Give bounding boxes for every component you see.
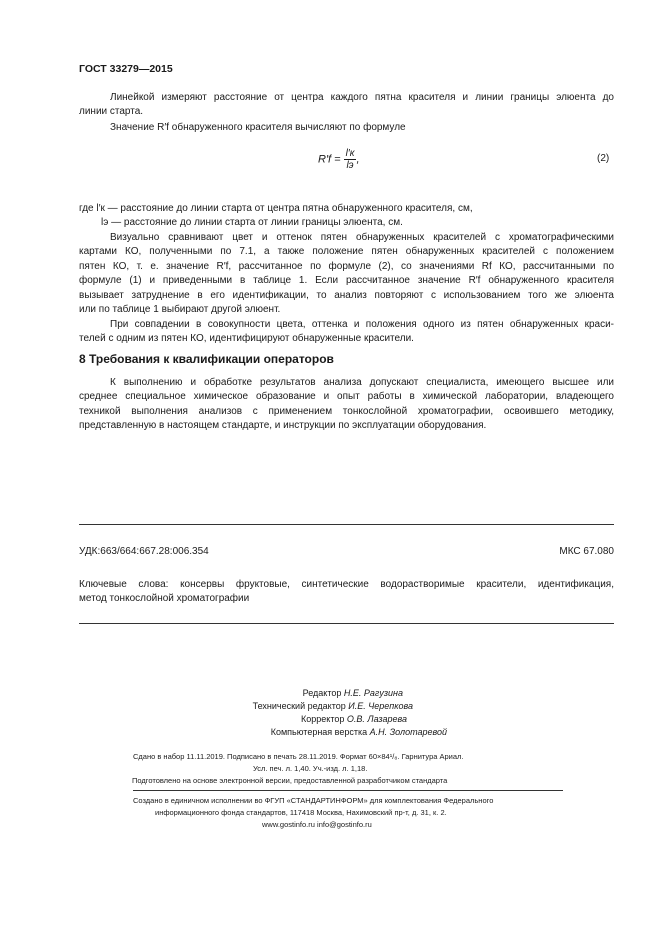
publisher-contacts: www.gostinfo.ru info@gostinfo.ru — [262, 820, 372, 829]
text-line: или по таблице 1 выбирают другой элюент. — [79, 304, 281, 316]
publisher-line: Создано в единичном исполнении во ФГУП «СТАНДАРТИНФОРМ» для комплектования Федерального — [133, 796, 494, 805]
paragraph-formula-intro: Значение R′f обнаруженного красителя вычисляют по формуле — [110, 122, 406, 133]
text-line: Линейкой измеряют расстояние от центра каждого пятна красителя и линии границы элюента до — [110, 92, 614, 103]
print-info-line: Усл. печ. л. 1,40. Уч.-изд. л. 1,18. — [253, 764, 368, 773]
corrector-label: Корректор — [301, 714, 345, 724]
text-line: К выполнению и обработке результатов анализа допускают специалиста, имеющего высшее или — [110, 377, 614, 388]
tech-editor-name: И.Е. Черепкова — [348, 701, 413, 711]
divider-imprint — [133, 790, 563, 791]
mks-code: МКС 67.080 — [559, 546, 614, 557]
udk-code: УДК:663/664:667.28:006.354 — [79, 546, 209, 557]
text-line: телей с одним из пятен КО, идентифицируют обнаруженные красители. — [79, 333, 414, 345]
keywords-line: Ключевые слова: консервы фруктовые, синтетические водорастворимые красители, идентификация, — [79, 579, 614, 590]
text-line: среднее специальное химическое образование и опыт работы в химической лаборатории, владеющего — [79, 391, 614, 403]
layout-name: А.Н. Золотаревой — [369, 727, 447, 737]
corrector-name: О.В. Лазарева — [346, 714, 407, 724]
imprint-corrector — [301, 714, 407, 724]
text-line: вызывает затруднение в его идентификации, то анализ повторяют с использованием того же элюента — [79, 289, 614, 301]
text-line: формуле (1) и приведенными в таблице 1. Если рассчитанное значение R′f обнаруженного красителя — [79, 275, 614, 287]
text-line: линии старта. — [79, 106, 144, 118]
where-line: где l′к — расстояние до линии старта от центра пятна обнаруженного красителя, см, — [79, 203, 473, 214]
formula-denominator: lэ — [346, 160, 354, 171]
where-clause — [79, 202, 614, 231]
paragraph-measure — [79, 91, 614, 120]
text-line: пятен КО, т. е. значение R′f, рассчитанное по формуле (2), со значениями Rf КО, рассчитанными по — [79, 260, 614, 272]
imprint-tech-editor — [253, 701, 413, 711]
where-line: lэ — расстояние до линии старта от линии границы элюента, см. — [101, 217, 403, 229]
text-line: картами КО, полученными по 7.1, а также положение пятен обнаруженных красителей с положением — [79, 246, 614, 258]
formula-fraction — [344, 148, 360, 171]
paragraph-compare — [79, 231, 614, 317]
section-heading: 8 Требования к квалификации операторов — [79, 352, 334, 366]
text-line: При совпадении в совокупности цвета, оттенка и положения одного из пятен обнаруженных краси- — [110, 319, 614, 330]
imprint-editor — [303, 688, 403, 698]
imprint-layout — [271, 727, 447, 737]
editor-label: Редактор — [302, 688, 342, 698]
keywords-line: метод тонкослойной хроматографии — [79, 593, 250, 605]
text-line: Визуально сравнивают цвет и оттенок пятен обнаруженных красителей с хроматографическими — [110, 232, 614, 243]
text-line: представленную в настоящем стандарте, и инструкции по эксплуатации оборудования. — [79, 420, 487, 432]
formula-numerator: l′к — [345, 148, 355, 159]
print-info-line: Подготовлено на основе электронной версии, предоставленной разработчиком стандарта — [132, 776, 448, 785]
document-code: ГОСТ 33279—2015 — [79, 63, 173, 75]
print-info-line: Сдано в набор 11.11.2019. Подписано в печать 28.11.2019. Формат 60×84¹/₈. Гарнитура Ариал. — [133, 752, 464, 761]
formula-number: (2) — [597, 153, 610, 164]
paragraph-match — [79, 318, 614, 347]
divider-top — [79, 524, 614, 525]
formula-trail: , — [356, 153, 360, 166]
tech-editor-label: Технический редактор — [252, 701, 346, 711]
publisher-line: информационного фонда стандартов, 117418 Москва, Нахимовский пр-т, д. 31, к. 2. — [155, 808, 447, 817]
keywords — [79, 578, 614, 607]
editor-name: Н.Е. Рагузина — [343, 688, 403, 698]
divider-bottom — [79, 623, 614, 624]
layout-label: Компьютерная верстка — [270, 727, 368, 737]
formula-lhs: R′f = — [318, 153, 341, 166]
text-line: техникой выполнения анализов с применением тонкослойной хроматографии, освоившего методику, — [79, 405, 614, 417]
paragraph-qualification — [79, 376, 614, 434]
formula — [318, 148, 360, 171]
